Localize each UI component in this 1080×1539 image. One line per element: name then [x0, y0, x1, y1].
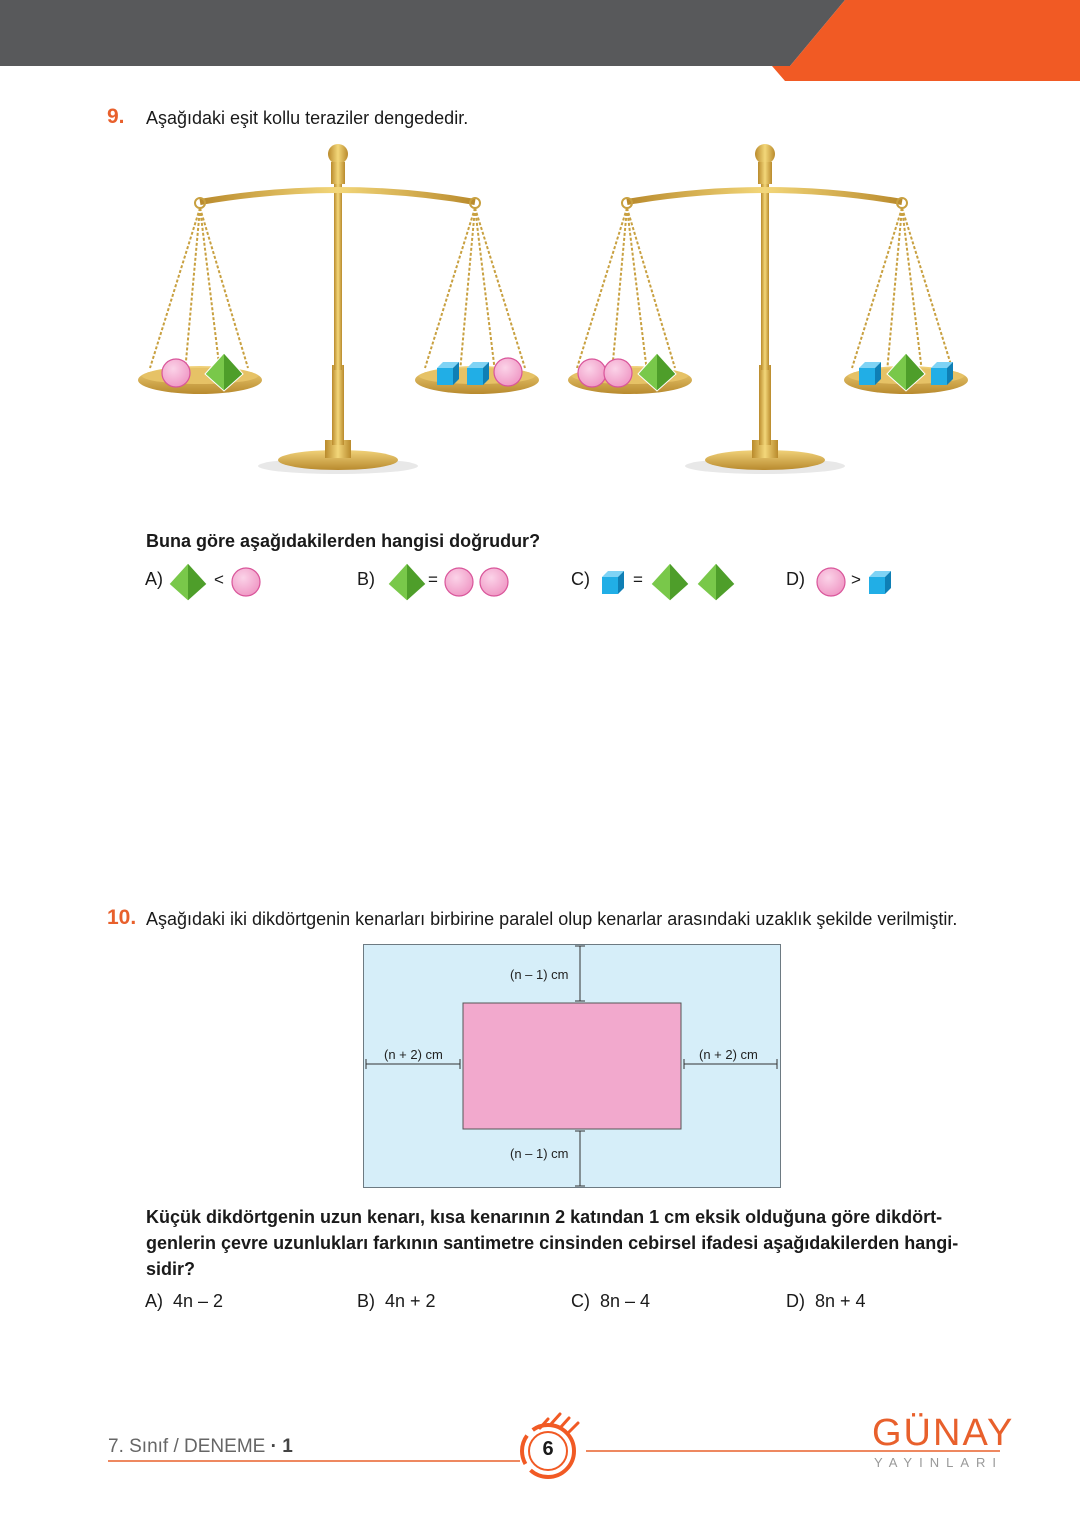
prompt-line: sidir? [146, 1259, 196, 1279]
question-10-number: 10. [107, 906, 137, 929]
answer-b-label: B) [357, 1291, 375, 1311]
answer-c[interactable] [571, 1291, 650, 1312]
option-a-label: A) [145, 569, 163, 589]
ball-icon [230, 566, 262, 598]
option-b-operator: = [428, 570, 438, 589]
page-number: 6 [542, 1438, 554, 1460]
answer-c-label: C) [571, 1291, 590, 1311]
answer-d[interactable] [786, 1291, 866, 1312]
question-9-number: 9. [107, 105, 125, 128]
option-c-label: C) [571, 569, 590, 589]
pyramid-icon [168, 562, 208, 602]
brand-logo: GÜNAY [872, 1412, 1015, 1454]
dimension-right: (n + 2) cm [699, 1047, 758, 1062]
dimension-left: (n + 2) cm [384, 1047, 443, 1062]
prompt-line: genlerin çevre uzunlukları farkının santimetre cinsinden cebirsel ifadesi aşağıdakilerden hangi- [146, 1233, 959, 1253]
dimension-bottom: (n – 1) cm [510, 1146, 569, 1161]
answer-b[interactable] [357, 1291, 436, 1312]
ball-icon [443, 566, 475, 598]
option-d-operator: > [851, 570, 861, 589]
answer-d-value: 8n + 4 [815, 1291, 866, 1311]
dimension-top: (n – 1) cm [510, 967, 569, 982]
option-b-label: B) [357, 569, 375, 589]
cube-icon [866, 567, 896, 597]
cube-icon [599, 567, 629, 597]
ball-icon [815, 566, 847, 598]
brand-subtitle: YAYINLARI [874, 1455, 1003, 1470]
pyramid-icon [387, 562, 427, 602]
footer-grade: 7. Sınıf / DENEME · 1 [108, 1436, 293, 1457]
answer-b-value: 4n + 2 [385, 1291, 436, 1311]
option-a-operator: < [214, 570, 224, 589]
question-9-prompt: Buna göre aşağıdakilerden hangisi doğrudur? [146, 531, 541, 551]
question-10-prompt [146, 1204, 1006, 1282]
option-c-operator: = [633, 570, 643, 589]
footer-test-number: 1 [282, 1436, 293, 1457]
balance-scales-figure [130, 140, 980, 485]
header-bar [0, 0, 1080, 84]
answer-a[interactable] [145, 1291, 223, 1312]
rectangles-figure [363, 944, 783, 1189]
ball-icon [478, 566, 510, 598]
footer-grade-text: 7. Sınıf / DENEME [108, 1436, 266, 1457]
answer-a-value: 4n – 2 [173, 1291, 224, 1311]
answer-a-label: A) [145, 1291, 163, 1311]
question-9-text: Aşağıdaki eşit kollu teraziler dengededir. [146, 108, 469, 128]
prompt-line: Küçük dikdörtgenin uzun kenarı, kısa kenarının 2 katından 1 cm eksik olduğuna göre dikdört- [146, 1207, 943, 1227]
pyramid-icon [650, 562, 690, 602]
answer-d-label: D) [786, 1291, 805, 1311]
answer-c-value: 8n – 4 [600, 1291, 651, 1311]
balance-scale-icon [568, 144, 968, 474]
option-d-label: D) [786, 569, 805, 589]
question-10-text: Aşağıdaki iki dikdörtgenin kenarları birbirine paralel olup kenarlar arasındaki uzaklık şekilde verilmiştir. [146, 909, 958, 929]
balance-scale-icon [138, 144, 539, 474]
pyramid-icon [696, 562, 736, 602]
